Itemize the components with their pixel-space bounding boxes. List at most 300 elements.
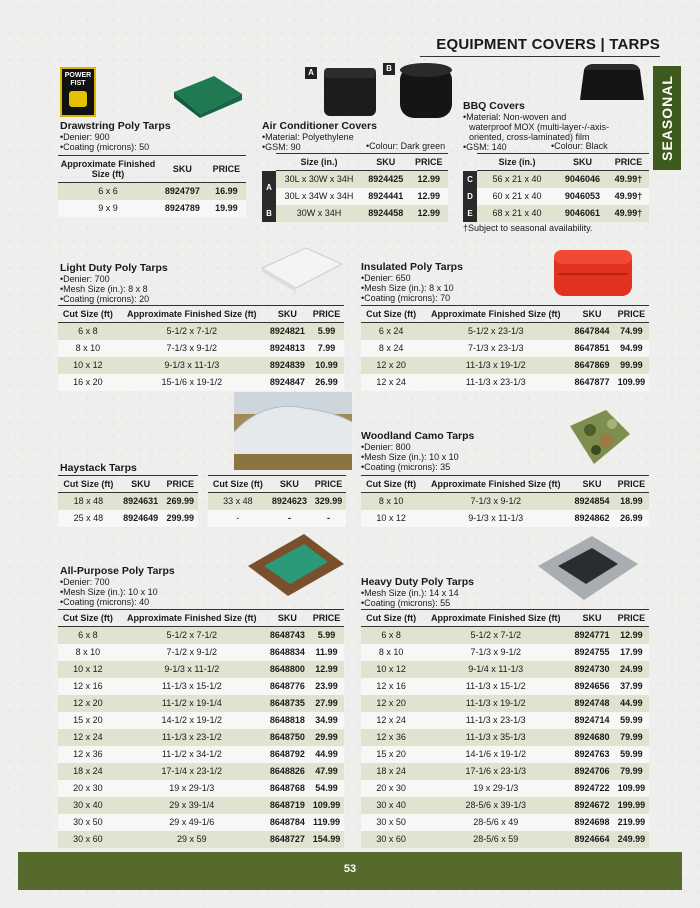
haystack-photo [234, 392, 352, 470]
light-duty-section [60, 262, 168, 304]
cut-size-cell: 15 x 20 [58, 712, 118, 729]
cut-size-cell: 30 x 60 [361, 831, 421, 848]
seasonal-note: †Subject to seasonal availability. [463, 223, 593, 233]
cut-size-cell: 12 x 36 [58, 746, 118, 763]
title-rule [420, 56, 660, 57]
bbq-colour: •Colour: Black [551, 141, 608, 151]
sku-cell: 9046061 [557, 205, 608, 222]
column-header: Cut Size (ft) [58, 476, 119, 493]
price-cell: 12.99 [614, 627, 649, 644]
sku-cell: 8924789 [158, 200, 207, 217]
column-header: SKU [557, 154, 608, 171]
column-header: PRICE [614, 306, 649, 323]
price-cell: 94.99 [614, 340, 649, 357]
column-header: Approximate Finished Size (ft) [118, 306, 266, 323]
finished-size-cell: 9-1/3 x 11-1/3 [118, 357, 266, 374]
woodland-spec: •Denier: 800 [361, 442, 411, 452]
column-header: Approximate Finished Size (ft) [58, 156, 158, 183]
size-cell: 68 x 21 x 40 [477, 205, 557, 222]
sku-cell: 8647869 [570, 357, 614, 374]
sku-cell: 8647851 [570, 340, 614, 357]
cut-size-cell: 12 x 20 [58, 695, 118, 712]
price-cell: 329.99 [311, 493, 346, 510]
woodland-spec: •Mesh Size (in.): 10 x 10 [361, 452, 459, 462]
price-cell: 5.99 [309, 323, 344, 340]
finished-size-cell: 11-1/3 x 19-1/2 [421, 357, 570, 374]
sku-cell: 8924813 [266, 340, 309, 357]
sku-cell: 8924458 [362, 205, 410, 222]
sku-cell: 8924698 [570, 814, 614, 831]
price-cell: 47.99 [309, 763, 344, 780]
sku-cell: 8924862 [570, 510, 614, 527]
table-row [361, 746, 649, 763]
heavy-duty-title: Heavy Duty Poly Tarps [361, 576, 475, 588]
drawstring-table [58, 155, 246, 217]
price-cell: 219.99 [614, 814, 649, 831]
price-cell: 10.99 [309, 357, 344, 374]
table-row [361, 797, 649, 814]
table-row [58, 780, 344, 797]
cut-size-cell: 30 x 60 [58, 831, 118, 848]
table-row [361, 831, 649, 848]
price-cell: 299.99 [163, 510, 198, 527]
size-cell: 30W x 34H [276, 205, 362, 222]
sku-cell: 8924649 [119, 510, 163, 527]
all-purpose-spec: •Mesh Size (in.): 10 x 10 [60, 587, 158, 597]
finished-size-cell: 28-5/6 x 59 [421, 831, 570, 848]
column-header: PRICE [163, 476, 198, 493]
price-cell: 59.99 [614, 712, 649, 729]
table-row [361, 323, 649, 340]
table-row [58, 797, 344, 814]
table-row [361, 814, 649, 831]
cut-size-cell: 12 x 24 [361, 712, 421, 729]
cut-size-cell: 10 x 12 [58, 357, 118, 374]
price-cell: 12.99 [309, 661, 344, 678]
all-purpose-table [58, 609, 344, 848]
drawstring-title: Drawstring Poly Tarps [60, 120, 171, 132]
woodland-table [361, 475, 649, 527]
table-row [463, 171, 649, 188]
column-header: SKU [158, 156, 207, 183]
finished-size-cell: 5-1/2 x 7-1/2 [118, 627, 266, 644]
logo-line1: POWER [64, 72, 92, 79]
finished-size-cell: 5-1/2 x 23-1/3 [421, 323, 570, 340]
column-header: SKU [362, 154, 410, 171]
finished-size-cell: 7-1/3 x 9-1/2 [118, 340, 266, 357]
sku-cell: 8648818 [266, 712, 309, 729]
sku-cell: - [268, 510, 311, 527]
sku-cell: 8924763 [570, 746, 614, 763]
column-header: SKU [570, 306, 614, 323]
sku-cell: 8924847 [266, 374, 309, 391]
label-a: A [305, 67, 317, 79]
table-row [463, 188, 649, 205]
camo-tarp-image [566, 406, 632, 468]
cut-size-cell: - [208, 510, 268, 527]
sku-cell: 8648834 [266, 644, 309, 661]
price-cell: 49.99† [608, 188, 649, 205]
finished-size-cell: 11-1/2 x 19-1/4 [118, 695, 266, 712]
sku-cell: 8924771 [570, 627, 614, 644]
table-row [208, 510, 346, 527]
size-cell: 6 x 6 [58, 183, 158, 200]
table-row [58, 323, 344, 340]
haystack-table-right [208, 475, 346, 527]
drawstring-spec: •Denier: 900 [60, 132, 110, 142]
finished-size-cell: 29 x 49-1/6 [118, 814, 266, 831]
sku-cell: 8648750 [266, 729, 309, 746]
cut-size-cell: 8 x 24 [361, 340, 421, 357]
sku-cell: 8924839 [266, 357, 309, 374]
column-header: Approximate Finished Size (ft) [421, 306, 570, 323]
insulated-table [361, 305, 649, 391]
price-cell: 59.99 [614, 746, 649, 763]
column-header: Cut Size (ft) [208, 476, 268, 493]
variant-label: E [463, 205, 477, 222]
table-row [361, 340, 649, 357]
column-header: Size (in.) [276, 154, 362, 171]
column-header: SKU [570, 610, 614, 627]
sku-cell: 8647877 [570, 374, 614, 391]
ac-colour: •Colour: Dark green [366, 141, 446, 151]
table-row [361, 729, 649, 746]
price-cell: 99.99 [614, 357, 649, 374]
finished-size-cell: 14-1/6 x 19-1/2 [421, 746, 570, 763]
cut-size-cell: 30 x 50 [361, 814, 421, 831]
bbq-spec: oriented, cross-laminated) film [469, 132, 590, 142]
column-header: PRICE [311, 476, 346, 493]
table-row [58, 644, 344, 661]
table-row [361, 695, 649, 712]
woodland-title: Woodland Camo Tarps [361, 430, 475, 442]
price-cell: 16.99 [207, 183, 246, 200]
price-cell: 49.99† [608, 205, 649, 222]
price-cell: 24.99 [614, 661, 649, 678]
price-cell: 249.99 [614, 831, 649, 848]
all-purpose-section [60, 565, 175, 607]
table-row [58, 729, 344, 746]
table-row [262, 188, 448, 205]
ac-cover-round-image [396, 60, 456, 122]
heavy-duty-spec: •Mesh Size (in.): 14 x 14 [361, 588, 459, 598]
sku-cell: 8648776 [266, 678, 309, 695]
price-cell: 5.99 [309, 627, 344, 644]
sku-cell: 8924680 [570, 729, 614, 746]
sku-cell: 8924748 [570, 695, 614, 712]
column-header: PRICE [614, 610, 649, 627]
sku-cell: 8648719 [266, 797, 309, 814]
all-purpose-title: All-Purpose Poly Tarps [60, 565, 175, 577]
variant-label: C [463, 171, 477, 188]
size-cell: 9 x 9 [58, 200, 158, 217]
insulated-spec: •Coating (microns): 70 [361, 293, 451, 303]
sku-cell: 8648784 [266, 814, 309, 831]
light-duty-table [58, 305, 344, 391]
finished-size-cell: 17-1/6 x 23-1/3 [421, 763, 570, 780]
heavy-duty-section [361, 576, 474, 608]
price-cell: 34.99 [309, 712, 344, 729]
sku-cell: 8924706 [570, 763, 614, 780]
table-row [361, 627, 649, 644]
cut-size-cell: 15 x 20 [361, 746, 421, 763]
price-cell: 27.99 [309, 695, 344, 712]
column-header: SKU [570, 476, 614, 493]
finished-size-cell: 11-1/3 x 15-1/2 [421, 678, 570, 695]
price-cell: 109.99 [614, 374, 649, 391]
table-row [208, 493, 346, 510]
finished-size-cell: 15-1/6 x 19-1/2 [118, 374, 266, 391]
cut-size-cell: 6 x 8 [58, 627, 118, 644]
sku-cell: 8648743 [266, 627, 309, 644]
white-tarp-image [256, 244, 346, 292]
variant-label: A [262, 171, 276, 205]
heavy-duty-spec: •Coating (microns): 55 [361, 598, 451, 608]
column-header: SKU [266, 610, 309, 627]
size-cell: 56 x 21 x 40 [477, 171, 557, 188]
finished-size-cell: 11-1/3 x 23-1/3 [421, 374, 570, 391]
column-header: SKU [266, 306, 309, 323]
sku-cell: 9046046 [557, 171, 608, 188]
sku-cell: 8924631 [119, 493, 163, 510]
cut-size-cell: 8 x 10 [361, 644, 421, 661]
column-header: Cut Size (ft) [58, 306, 118, 323]
bbq-spec: waterproof MOX (multi-layer-/-axis- [469, 122, 610, 132]
ac-title: Air Conditioner Covers [262, 120, 377, 132]
ac-section [262, 120, 377, 152]
woodland-spec: •Coating (microns): 35 [361, 462, 451, 472]
price-cell: 79.99 [614, 729, 649, 746]
table-row [361, 763, 649, 780]
price-cell: 269.99 [163, 493, 198, 510]
price-cell: 23.99 [309, 678, 344, 695]
size-cell: 60 x 21 x 40 [477, 188, 557, 205]
price-cell: 74.99 [614, 323, 649, 340]
price-cell: 12.99 [410, 171, 448, 188]
column-header: Cut Size (ft) [361, 476, 421, 493]
column-header: PRICE [309, 610, 344, 627]
sku-cell: 8647844 [570, 323, 614, 340]
finished-size-cell: 7-1/3 x 9-1/2 [421, 644, 570, 661]
haystack-title: Haystack Tarps [60, 462, 137, 474]
price-cell: 17.99 [614, 644, 649, 661]
sku-cell: 8924722 [570, 780, 614, 797]
price-cell: 26.99 [614, 510, 649, 527]
haystack-table-left [58, 475, 198, 527]
light-duty-spec: •Denier: 700 [60, 274, 110, 284]
red-insulated-tarp-image [550, 240, 636, 302]
table-row [361, 661, 649, 678]
page-number: 53 [343, 863, 357, 875]
cut-size-cell: 18 x 24 [361, 763, 421, 780]
ac-spec: •GSM: 90 [262, 142, 301, 152]
light-duty-spec: •Mesh Size (in.): 8 x 8 [60, 284, 148, 294]
finished-size-cell: 19 x 29-1/3 [421, 780, 570, 797]
finished-size-cell: 11-1/2 x 34-1/2 [118, 746, 266, 763]
column-header: PRICE [207, 156, 246, 183]
sku-cell: 8924755 [570, 644, 614, 661]
sku-cell: 8924714 [570, 712, 614, 729]
table-row [58, 200, 246, 217]
variant-label: B [262, 205, 276, 222]
insulated-spec: •Mesh Size (in.): 8 x 10 [361, 283, 454, 293]
cut-size-cell: 8 x 10 [58, 644, 118, 661]
price-cell: 49.99† [608, 171, 649, 188]
column-header: PRICE [614, 476, 649, 493]
woodland-section [361, 430, 474, 472]
sku-cell: 8924441 [362, 188, 410, 205]
sku-cell: 8648727 [266, 831, 309, 848]
finished-size-cell: 29 x 39-1/4 [118, 797, 266, 814]
price-cell: 26.99 [309, 374, 344, 391]
finished-size-cell: 7-1/3 x 23-1/3 [421, 340, 570, 357]
cut-size-cell: 30 x 40 [361, 797, 421, 814]
price-cell: 109.99 [309, 797, 344, 814]
sku-cell: 8924425 [362, 171, 410, 188]
column-header: Cut Size (ft) [58, 610, 118, 627]
section-tab-label: SEASONAL [659, 75, 675, 161]
column-header: Approximate Finished Size (ft) [118, 610, 266, 627]
column-header: Cut Size (ft) [361, 306, 421, 323]
cut-size-cell: 16 x 20 [58, 374, 118, 391]
sku-cell: 8924730 [570, 661, 614, 678]
insulated-section [361, 261, 463, 303]
cut-size-cell: 8 x 10 [58, 340, 118, 357]
table-row [58, 627, 344, 644]
cut-size-cell: 10 x 12 [361, 510, 421, 527]
finished-size-cell: 9-1/3 x 11-1/2 [118, 661, 266, 678]
column-header: Size (in.) [477, 154, 557, 171]
page-title: EQUIPMENT COVERS | TARPS [436, 36, 660, 53]
table-row [58, 493, 198, 510]
finished-size-cell: 9-1/4 x 11-1/3 [421, 661, 570, 678]
sku-cell: 8924854 [570, 493, 614, 510]
size-cell: 30L x 34W x 34H [276, 188, 362, 205]
column-header: Cut Size (ft) [361, 610, 421, 627]
cut-size-cell: 20 x 30 [58, 780, 118, 797]
column-header: PRICE [309, 306, 344, 323]
finished-size-cell: 7-1/2 x 9-1/2 [118, 644, 266, 661]
table-row [58, 183, 246, 200]
column-header: Approximate Finished Size (ft) [421, 610, 570, 627]
finished-size-cell: 17-1/4 x 23-1/2 [118, 763, 266, 780]
cut-size-cell: 6 x 8 [361, 627, 421, 644]
haystack-section [60, 462, 137, 474]
cut-size-cell: 8 x 10 [361, 493, 421, 510]
finished-size-cell: 29 x 59 [118, 831, 266, 848]
cut-size-cell: 12 x 36 [361, 729, 421, 746]
drawstring-section [60, 120, 171, 152]
finished-size-cell: 11-1/3 x 35-1/3 [421, 729, 570, 746]
column-header: SKU [119, 476, 163, 493]
price-cell: 199.99 [614, 797, 649, 814]
price-cell: 54.99 [309, 780, 344, 797]
ac-cover-square-image [318, 62, 380, 118]
variant-label: D [463, 188, 477, 205]
ac-table [262, 153, 448, 222]
table-row [58, 340, 344, 357]
column-header: SKU [268, 476, 311, 493]
cut-size-cell: 30 x 50 [58, 814, 118, 831]
price-cell: 37.99 [614, 678, 649, 695]
column-header: PRICE [608, 154, 649, 171]
cut-size-cell: 12 x 20 [361, 695, 421, 712]
ac-spec: •Material: Polyethylene [262, 132, 354, 142]
price-cell: 19.99 [207, 200, 246, 217]
sku-cell: 9046053 [557, 188, 608, 205]
table-row [361, 644, 649, 661]
table-row [58, 661, 344, 678]
drawstring-spec: •Coating (microns): 50 [60, 142, 150, 152]
sku-cell: 8648792 [266, 746, 309, 763]
table-row [58, 695, 344, 712]
price-cell: 29.99 [309, 729, 344, 746]
cut-size-cell: 30 x 40 [58, 797, 118, 814]
table-row [58, 763, 344, 780]
finished-size-cell: 28-5/6 x 39-1/3 [421, 797, 570, 814]
price-cell: 12.99 [410, 188, 448, 205]
finished-size-cell: 14-1/2 x 19-1/2 [118, 712, 266, 729]
cut-size-cell: 33 x 48 [208, 493, 268, 510]
sku-cell: 8924623 [268, 493, 311, 510]
table-row [361, 374, 649, 391]
light-duty-spec: •Coating (microns): 20 [60, 294, 150, 304]
price-cell: 44.99 [614, 695, 649, 712]
power-fist-logo [60, 67, 96, 117]
heavy-duty-table [361, 609, 649, 848]
finished-size-cell: 11-1/3 x 19-1/2 [421, 695, 570, 712]
sku-cell: 8648800 [266, 661, 309, 678]
price-cell: - [311, 510, 346, 527]
price-cell: 119.99 [309, 814, 344, 831]
cut-size-cell: 12 x 24 [361, 374, 421, 391]
table-row [58, 746, 344, 763]
column-header: PRICE [410, 154, 448, 171]
bbq-spec: •GSM: 140 [463, 142, 507, 152]
bbq-spec: •Material: Non-woven and [463, 112, 567, 122]
price-cell: 44.99 [309, 746, 344, 763]
finished-size-cell: 5-1/2 x 7-1/2 [421, 627, 570, 644]
bbq-cover-image [574, 60, 648, 104]
all-purpose-spec: •Denier: 700 [60, 577, 110, 587]
sku-cell: 8924797 [158, 183, 207, 200]
light-duty-title: Light Duty Poly Tarps [60, 262, 168, 274]
silver-tarp-image [534, 532, 642, 604]
cut-size-cell: 20 x 30 [361, 780, 421, 797]
sku-cell: 8924664 [570, 831, 614, 848]
price-cell: 109.99 [614, 780, 649, 797]
finished-size-cell: 7-1/3 x 9-1/2 [421, 493, 570, 510]
page-footer [18, 852, 682, 890]
cut-size-cell: 10 x 12 [361, 661, 421, 678]
cut-size-cell: 6 x 24 [361, 323, 421, 340]
price-cell: 18.99 [614, 493, 649, 510]
bbq-title: BBQ Covers [463, 100, 525, 112]
finished-size-cell: 19 x 29-1/3 [118, 780, 266, 797]
cut-size-cell: 18 x 48 [58, 493, 119, 510]
price-cell: 12.99 [410, 205, 448, 222]
cut-size-cell: 25 x 48 [58, 510, 119, 527]
sku-cell: 8648826 [266, 763, 309, 780]
sku-cell: 8648768 [266, 780, 309, 797]
table-row [58, 814, 344, 831]
table-row [58, 678, 344, 695]
table-row [361, 510, 649, 527]
bbq-table [463, 153, 649, 222]
insulated-title: Insulated Poly Tarps [361, 261, 463, 273]
section-tab [653, 66, 681, 170]
sku-cell: 8648735 [266, 695, 309, 712]
